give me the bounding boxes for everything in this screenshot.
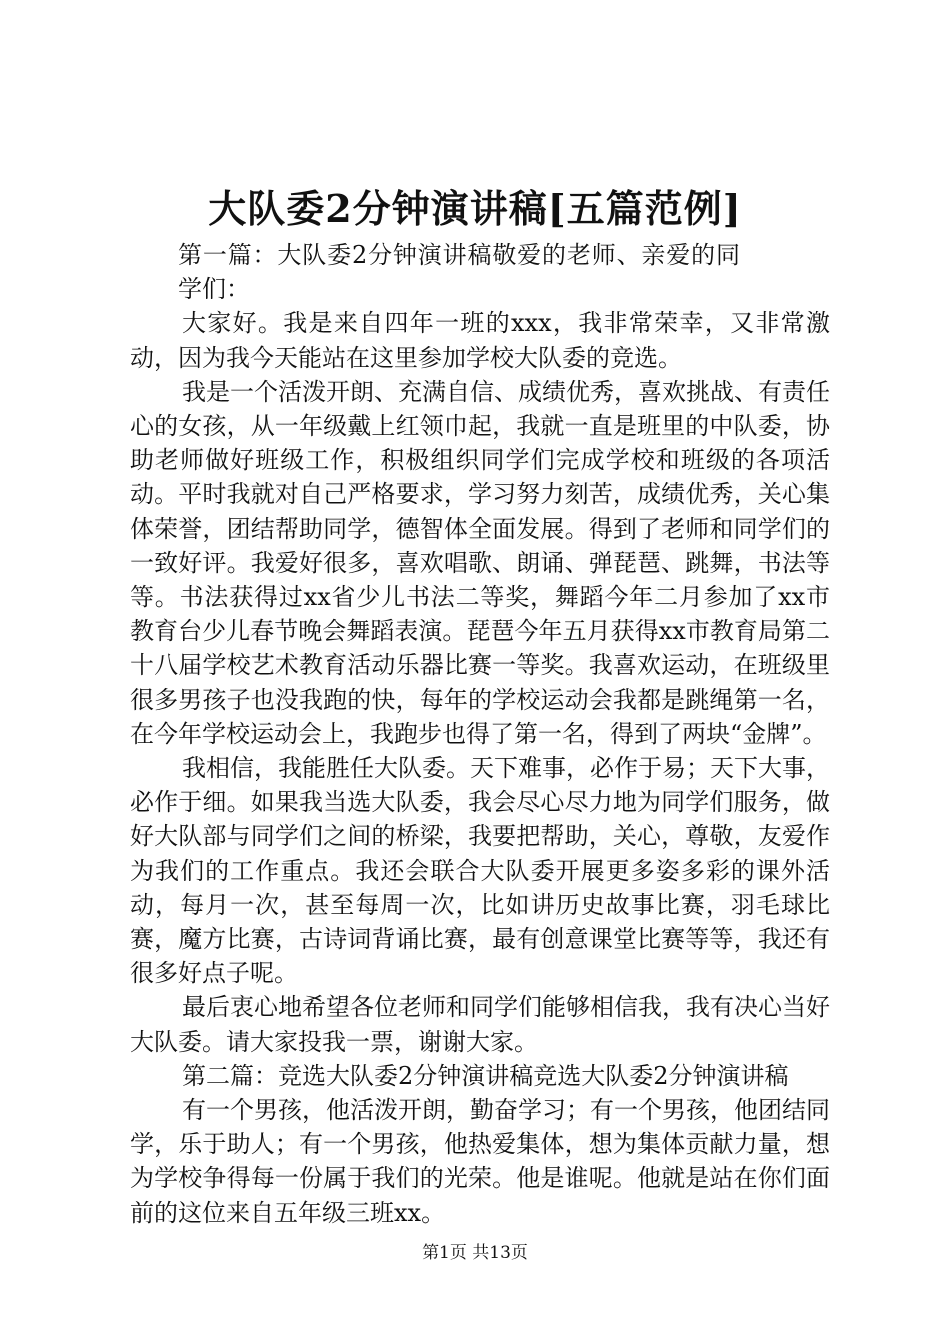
paragraph: 大家好。我是来自四年一班的xxx，我非常荣幸，又非常激动，因为我今天能站在这里参加学校大队委的竞选。 [130,309,830,372]
paragraph: 有一个男孩，他活泼开朗，勤奋学习；有一个男孩，他团结同学，乐于助人；有一个男孩，他热爱集体，想为集体贡献力量，想为学校争得每一份属于我们的光荣。他是谁呢。他就是站在你们面前的这位来自五年级三班xx。 [130,1096,830,1227]
page-footer: 第1页 共13页 [422,1243,528,1263]
paragraph: 我是一个活泼开朗、充满自信、成绩优秀，喜欢挑战、有责任心的女孩，从一年级戴上红领巾起，我就一直是班里的中队委，协助老师做好班级工作，积极组织同学们完成学校和班级的各项活动。平时我就对自己严格要求，学习努力刻苦，成绩优秀，关心集体荣誉，团结帮助同学，德智体全面发展。得到了老师和同学们的一致好评。我爱好很多，喜欢唱歌、朗诵、弹琵琶、跳舞，书法等等。书法获得过xx省少儿书法二等奖，舞蹈今年二月参加了xx市教育台少儿春节晚会舞蹈表演。琵琶今年五月获得xx市教育局第二十八届学校艺术教育活动乐器比赛一等奖。我喜欢运动，在班级里很多男孩子也没我跑的快，每年的学校运动会我都是跳绳第一名，在今年学校运动会上，我跑步也得了第一名，得到了两块“金牌”。 [130,377,830,748]
paragraph: 最后衷心地希望各位老师和同学们能够相信我，我有决心当好大队委。请大家投我一票，谢谢大家。 [130,993,830,1056]
document-title: 大队委2分钟演讲稿[五篇范例] [208,186,742,231]
section-two-heading: 第二篇：竞选大队委2分钟演讲稿竞选大队委2分钟演讲稿 [182,1061,789,1090]
section-one-heading: 第一篇：大队委2分钟演讲稿敬爱的老师、亲爱的同学们： [178,241,740,304]
document-body [130,238,830,1230]
paragraph: 我相信，我能胜任大队委。天下难事，必作于易；天下大事，必作于细。如果我当选大队委，我会尽心尽力地为同学们服务，做好大队部与同学们之间的桥梁，我要把帮助，关心，尊敬，友爱作为我们的工作重点。我还会联合大队委开展更多姿多彩的课外活动，每月一次，甚至每周一次，比如讲历史故事比赛，羽毛球比赛，魔方比赛，古诗词背诵比赛，最有创意课堂比赛等等，我还有很多好点子呢。 [130,754,830,988]
